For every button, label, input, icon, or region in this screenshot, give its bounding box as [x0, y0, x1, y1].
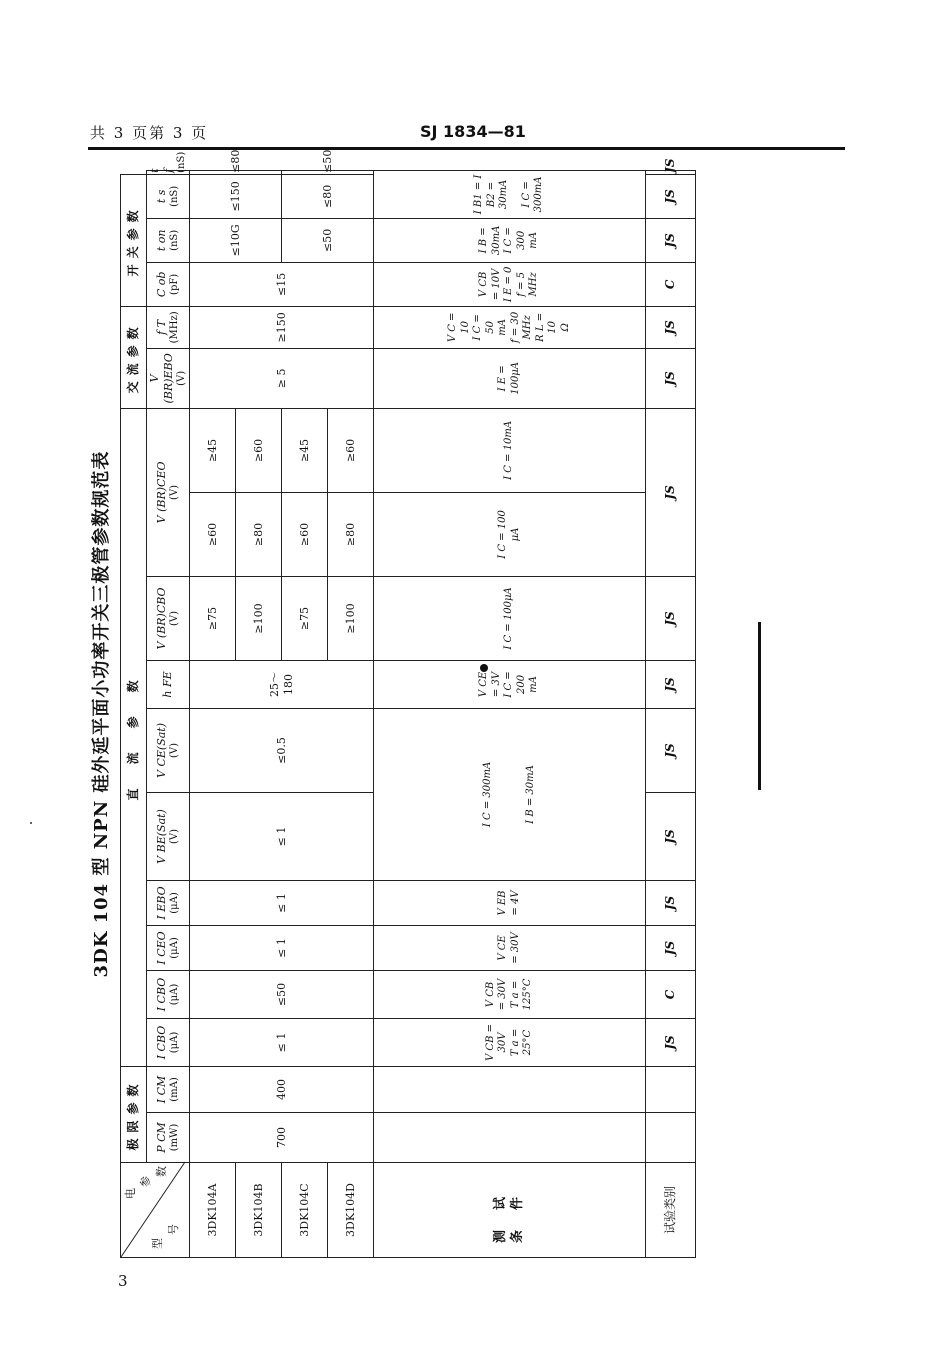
param-header: V (BR)CEO (V) — [147, 408, 190, 576]
condition-cell: V EB = 4V — [374, 880, 646, 925]
corner-char: 型 — [151, 1238, 164, 1249]
corner-char: 电 — [124, 1188, 137, 1199]
param-header: I EBO (μA) — [147, 880, 190, 925]
test-class-cell: JS — [646, 708, 696, 792]
param-header: C ob (pF) — [147, 262, 190, 306]
param-header: I CEO (μA) — [147, 925, 190, 970]
condition-cell: I E = 100μA — [374, 348, 646, 408]
condition-cell: I B1 = I B2 = 30mA I C = 300mA — [374, 171, 646, 219]
corner-char: 参 — [139, 1176, 152, 1187]
param-header: V BE(Sat) (V) — [147, 792, 190, 880]
param-header: t on (nS) — [147, 218, 190, 262]
param-header: P CM (mW) — [147, 1113, 190, 1163]
corner-char: 号 — [167, 1224, 180, 1235]
test-condition-label: 测试条件 — [374, 1163, 646, 1258]
vbrcbo-value: ≥100 — [236, 576, 282, 660]
pcm-value: 700 — [190, 1113, 374, 1163]
condition-cell — [374, 1113, 646, 1163]
cob-value: ≤15 — [190, 262, 374, 306]
vbrceo-alt-value: ≥60 — [328, 408, 374, 492]
model-cell: 3DK104D — [328, 1163, 374, 1258]
condition-cell: V CB = 10V I E = 0 f = 5 MHz — [374, 262, 646, 306]
icm-value: 400 — [190, 1066, 374, 1112]
param-header: V CE(Sat) (V) — [147, 708, 190, 792]
margin-rule — [758, 622, 761, 790]
tf-value: ≤50 — [282, 171, 374, 175]
condition-cell: V CE = 30V — [374, 925, 646, 970]
test-class-cell: JS — [646, 660, 696, 708]
test-class-cell: JS — [646, 880, 696, 925]
corner-cell — [121, 1163, 190, 1258]
vbesat-value: ≤ 1 — [190, 792, 374, 880]
param-header: h FE — [147, 660, 190, 708]
param-header: I CM (mA) — [147, 1066, 190, 1112]
condition-cell: I C = 10mA — [374, 408, 646, 492]
vbrceo-alt-value: ≥60 — [236, 408, 282, 492]
condition-cell: V CB = 30V T a = 25°C — [374, 1018, 646, 1066]
model-cell: 3DK104B — [236, 1163, 282, 1258]
corner-char: 数 — [155, 1166, 168, 1177]
page-info: 共 3 页第 3 页 — [90, 124, 209, 142]
test-class-row — [646, 171, 696, 1258]
test-condition-row — [374, 171, 646, 1258]
vbrceo-value: ≥60 — [282, 492, 328, 576]
vbrceo-alt-value: ≥45 — [282, 408, 328, 492]
condition-cell: V CE = 3V I C = 200 mA — [374, 660, 646, 708]
vcesat-value: ≤0.5 — [190, 708, 374, 792]
condition-cell: I C = 100 μA — [374, 492, 646, 576]
test-class-label: 试验类别 — [646, 1163, 696, 1258]
condition-cell: I B = 30mA I C = 300 mA — [374, 218, 646, 262]
table-row — [190, 171, 236, 1258]
ton-value: ≤50 — [282, 218, 374, 262]
model-cell: 3DK104A — [190, 1163, 236, 1258]
test-class-cell: JS — [646, 348, 696, 408]
condition-cell — [374, 1066, 646, 1112]
iceo-value: ≤ 1 — [190, 925, 374, 970]
hfe-value: 25～180 — [190, 660, 374, 708]
condition-cell: I C = 100μA — [374, 576, 646, 660]
doc-id: SJ 1834—81 — [420, 122, 526, 141]
icbo25-value: ≤ 1 — [190, 1018, 374, 1066]
group-switch: 开关参数 — [121, 174, 147, 306]
param-header: V (BR)EBO (V) — [147, 348, 190, 408]
group-limit: 极限参数 — [121, 1066, 147, 1162]
ton-value: ≤10G — [190, 218, 282, 262]
test-class-cell: JS — [646, 171, 696, 175]
test-class-cell — [646, 1113, 696, 1163]
ts-value: ≤80 — [282, 174, 374, 218]
test-class-cell: JS — [646, 306, 696, 348]
test-class-cell: JS — [646, 218, 696, 262]
test-class-cell: JS — [646, 792, 696, 880]
vbrceo-value: ≥80 — [328, 492, 374, 576]
test-class-cell: C — [646, 970, 696, 1018]
spec-table — [120, 149, 696, 1258]
condition-cell: V C = 10 I C = 50 mA f = 30 MHz R L = 10 Ω — [374, 306, 646, 348]
test-class-cell: JS — [646, 174, 696, 218]
table-title: 3DK 104 型 NPN 硅外延平面小功率开关三极管参数规范表 — [91, 450, 112, 978]
test-class-cell: C — [646, 262, 696, 306]
icbo125-value: ≤50 — [190, 970, 374, 1018]
condition-cell: V CB = 30V T a = 125°C — [374, 970, 646, 1018]
param-header: f T (MHz) — [147, 306, 190, 348]
ink-speck — [30, 822, 32, 824]
ts-value: ≤150 — [190, 174, 282, 218]
vbrceo-value: ≥60 — [190, 492, 236, 576]
test-class-cell: JS — [646, 1018, 696, 1066]
rotated-spec-table — [84, 149, 704, 1258]
vbrcbo-value: ≥75 — [190, 576, 236, 660]
param-header: t s (nS) — [147, 174, 190, 218]
param-header: t f (nS) — [147, 171, 190, 175]
vbrebo-value: ≥ 5 — [190, 348, 374, 408]
model-cell: 3DK104C — [282, 1163, 328, 1258]
param-header: I CBO (μA) — [147, 970, 190, 1018]
test-class-cell: JS — [646, 576, 696, 660]
vbrceo-value: ≥80 — [236, 492, 282, 576]
vbrcbo-value: ≥75 — [282, 576, 328, 660]
group-dc: 直 流 参 数 — [121, 408, 147, 1066]
tf-value: ≤80 — [190, 171, 282, 175]
iebo-value: ≤ 1 — [190, 880, 374, 925]
header-rule — [88, 147, 845, 150]
page-number: 3 — [118, 1272, 128, 1290]
param-header: I CBO (μA) — [147, 1018, 190, 1066]
param-header-row — [147, 171, 190, 1258]
test-class-cell: JS — [646, 408, 696, 576]
ft-value: ≥150 — [190, 306, 374, 348]
group-ac: 交流参数 — [121, 306, 147, 408]
test-class-cell: JS — [646, 925, 696, 970]
param-header: V (BR)CBO (V) — [147, 576, 190, 660]
vbrceo-alt-value: ≥45 — [190, 408, 236, 492]
vbrcbo-value: ≥100 — [328, 576, 374, 660]
condition-cell: I C = 300mA I B = 30mA — [374, 708, 646, 880]
test-class-cell — [646, 1066, 696, 1112]
